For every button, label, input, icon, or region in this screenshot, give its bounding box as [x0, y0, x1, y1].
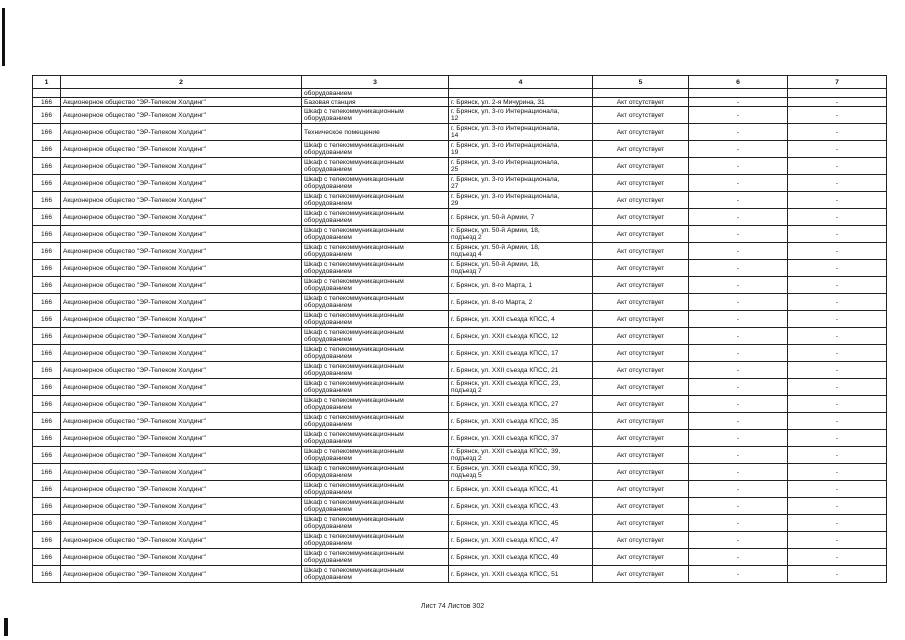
cell-address: г. Брянск, ул. 8-го Марта, 1 — [449, 277, 593, 294]
cell-col6: - — [689, 345, 788, 362]
table-row — [33, 124, 887, 141]
cell-organization: Акционерное общество "ЭР-Телеком Холдинг" — [61, 226, 302, 243]
cell-organization: Акционерное общество "ЭР-Телеком Холдинг" — [61, 311, 302, 328]
cell-number: 166 — [33, 98, 61, 107]
cell-col7: - — [788, 413, 887, 430]
cell-object: Шкаф с телекоммуникационным оборудованием — [302, 566, 449, 583]
cell-object: Шкаф с телекоммуникационным оборудованием — [302, 243, 449, 260]
cell-number: 166 — [33, 175, 61, 192]
cell-object: Шкаф с телекоммуникационным оборудованием — [302, 260, 449, 277]
table-row — [33, 311, 887, 328]
cell-number: 166 — [33, 226, 61, 243]
cell-object: Шкаф с телекоммуникационным оборудованием — [302, 481, 449, 498]
cell-col6: - — [689, 515, 788, 532]
table-row — [33, 226, 887, 243]
cell-organization: Акционерное общество "ЭР-Телеком Холдинг" — [61, 209, 302, 226]
table-row — [33, 430, 887, 447]
table-row — [33, 362, 887, 379]
cell-organization: Акционерное общество "ЭР-Телеком Холдинг" — [61, 294, 302, 311]
cell-object: Шкаф с телекоммуникационным оборудованием — [302, 141, 449, 158]
cell-col7: - — [788, 447, 887, 464]
header-cell-1: 1 — [33, 76, 61, 89]
cell-act: Акт отсутствует — [593, 192, 689, 209]
cell-col7: - — [788, 532, 887, 549]
cell-organization: Акционерное общество "ЭР-Телеком Холдинг" — [61, 447, 302, 464]
cell-object: Шкаф с телекоммуникационным оборудованием — [302, 345, 449, 362]
page-footer: Лист 74 Листов 302 — [420, 603, 485, 610]
cell-number: 166 — [33, 277, 61, 294]
cell-col6: - — [689, 243, 788, 260]
cell-act: Акт отсутствует — [593, 226, 689, 243]
cell-organization: Акционерное общество "ЭР-Телеком Холдинг" — [61, 481, 302, 498]
table-row — [33, 260, 887, 277]
cell-number: 166 — [33, 430, 61, 447]
cell-col6: - — [689, 260, 788, 277]
cell-col7: - — [788, 107, 887, 124]
cell-organization: Акционерное общество "ЭР-Телеком Холдинг" — [61, 396, 302, 413]
table-row — [33, 243, 887, 260]
cell-object: Базовая станция — [302, 98, 449, 107]
cell-object: Шкаф с телекоммуникационным оборудованием — [302, 175, 449, 192]
cell-act: Акт отсутствует — [593, 447, 689, 464]
table-row — [33, 566, 887, 583]
cell-act: Акт отсутствует — [593, 549, 689, 566]
cell-col6: - — [689, 532, 788, 549]
cell-organization: Акционерное общество "ЭР-Телеком Холдинг" — [61, 243, 302, 260]
cell-col7: - — [788, 481, 887, 498]
cell-col7: - — [788, 294, 887, 311]
cell-col6: - — [689, 430, 788, 447]
cell-organization: Акционерное общество "ЭР-Телеком Холдинг" — [61, 260, 302, 277]
cell-organization: Акционерное общество "ЭР-Телеком Холдинг" — [61, 141, 302, 158]
cell-act: Акт отсутствует — [593, 175, 689, 192]
cell-col7: - — [788, 379, 887, 396]
cell-number: 166 — [33, 566, 61, 583]
cell-address: г. Брянск, ул. XXII съезда КПСС, 47 — [449, 532, 593, 549]
cell-act: Акт отсутствует — [593, 362, 689, 379]
cell-number: 166 — [33, 362, 61, 379]
cell-organization: Акционерное общество "ЭР-Телеком Холдинг" — [61, 277, 302, 294]
cell-object: Шкаф с телекоммуникационным оборудованием — [302, 379, 449, 396]
cell-col6: - — [689, 549, 788, 566]
cell-act: Акт отсутствует — [593, 311, 689, 328]
cell-number: 166 — [33, 447, 61, 464]
cell-number: 166 — [33, 515, 61, 532]
cell-col6: - — [689, 192, 788, 209]
cell-address: г. Брянск, ул. XXII съезда КПСС, 41 — [449, 481, 593, 498]
cell-address: г. Брянск, ул. 3-го Интернационала, 25 — [449, 158, 593, 175]
cell-address: г. Брянск, ул. 8-го Марта, 2 — [449, 294, 593, 311]
cell-organization: Акционерное общество "ЭР-Телеком Холдинг" — [61, 158, 302, 175]
cell-col7: - — [788, 277, 887, 294]
cell-number: 166 — [33, 549, 61, 566]
continued-row — [33, 89, 887, 98]
cell-col7: - — [788, 192, 887, 209]
cell-act: Акт отсутствует — [593, 294, 689, 311]
table-body — [33, 89, 887, 583]
cell-object: Шкаф с телекоммуникационным оборудованием — [302, 209, 449, 226]
header-cell-3: 3 — [302, 76, 449, 89]
cell-act: Акт отсутствует — [593, 566, 689, 583]
table-row — [33, 158, 887, 175]
cell-organization: Акционерное общество "ЭР-Телеком Холдинг" — [61, 464, 302, 481]
cell-organization: Акционерное общество "ЭР-Телеком Холдинг" — [61, 175, 302, 192]
cell-empty — [689, 89, 788, 98]
cell-empty — [61, 89, 302, 98]
cell-act: Акт отсутствует — [593, 379, 689, 396]
cell-organization: Акционерное общество "ЭР-Телеком Холдинг" — [61, 345, 302, 362]
cell-number: 166 — [33, 345, 61, 362]
cell-number: 166 — [33, 192, 61, 209]
cell-object: Шкаф с телекоммуникационным оборудованием — [302, 362, 449, 379]
cell-act: Акт отсутствует — [593, 413, 689, 430]
cell-empty — [593, 89, 689, 98]
cell-col6: - — [689, 328, 788, 345]
cell-col6: - — [689, 362, 788, 379]
header-cell-6: 6 — [689, 76, 788, 89]
header-cell-5: 5 — [593, 76, 689, 89]
cell-object: Шкаф с телекоммуникационным оборудованием — [302, 498, 449, 515]
scan-edge-mark — [2, 8, 5, 66]
cell-col6: - — [689, 175, 788, 192]
cell-act: Акт отсутствует — [593, 141, 689, 158]
cell-object: Техническое помещение — [302, 124, 449, 141]
cell-col7: - — [788, 260, 887, 277]
cell-organization: Акционерное общество "ЭР-Телеком Холдинг" — [61, 515, 302, 532]
cell-organization: Акционерное общество "ЭР-Телеком Холдинг" — [61, 413, 302, 430]
cell-col6: - — [689, 311, 788, 328]
cell-col7: - — [788, 566, 887, 583]
cell-col7: - — [788, 175, 887, 192]
cell-object: Шкаф с телекоммуникационным оборудованием — [302, 430, 449, 447]
cell-object: Шкаф с телекоммуникационным оборудованием — [302, 158, 449, 175]
cell-organization: Акционерное общество "ЭР-Телеком Холдинг" — [61, 498, 302, 515]
cell-object: Шкаф с телекоммуникационным оборудованием — [302, 515, 449, 532]
cell-col6: - — [689, 447, 788, 464]
cell-object: Шкаф с телекоммуникационным оборудованием — [302, 192, 449, 209]
cell-col6: - — [689, 158, 788, 175]
table-row — [33, 447, 887, 464]
cell-object: Шкаф с телекоммуникационным оборудованием — [302, 226, 449, 243]
cell-col6: - — [689, 481, 788, 498]
cell-number: 166 — [33, 209, 61, 226]
cell-act: Акт отсутствует — [593, 98, 689, 107]
cell-act: Акт отсутствует — [593, 107, 689, 124]
cell-col6: - — [689, 209, 788, 226]
cell-act: Акт отсутствует — [593, 209, 689, 226]
cell-col6: - — [689, 566, 788, 583]
cell-address: г. Брянск, ул. XXII съезда КПСС, 45 — [449, 515, 593, 532]
cell-act: Акт отсутствует — [593, 464, 689, 481]
cell-act: Акт отсутствует — [593, 158, 689, 175]
cell-number: 166 — [33, 379, 61, 396]
cell-act: Акт отсутствует — [593, 345, 689, 362]
cell-col7: - — [788, 396, 887, 413]
table-row — [33, 107, 887, 124]
table-row — [33, 209, 887, 226]
cell-col7: - — [788, 430, 887, 447]
cell-address: г. Брянск, ул. 2-я Мичурина, 31 — [449, 98, 593, 107]
cell-address: г. Брянск, ул. XXII съезда КПСС, 39, подъезд 2 — [449, 447, 593, 464]
table-row — [33, 175, 887, 192]
cell-number: 166 — [33, 311, 61, 328]
document-table-wrapper — [32, 75, 886, 583]
cell-col6: - — [689, 396, 788, 413]
cell-col7: - — [788, 98, 887, 107]
cell-address: г. Брянск, ул. 50-й Армии, 18, подъезд 4 — [449, 243, 593, 260]
cell-act: Акт отсутствует — [593, 260, 689, 277]
cell-object: Шкаф с телекоммуникационным оборудованием — [302, 328, 449, 345]
table-row — [33, 98, 887, 107]
header-cell-7: 7 — [788, 76, 887, 89]
cell-address: г. Брянск, ул. XXII съезда КПСС, 4 — [449, 311, 593, 328]
table-row — [33, 328, 887, 345]
cell-act: Акт отсутствует — [593, 328, 689, 345]
table-row — [33, 464, 887, 481]
cell-organization: Акционерное общество "ЭР-Телеком Холдинг" — [61, 192, 302, 209]
table-row — [33, 413, 887, 430]
cell-col6: - — [689, 413, 788, 430]
cell-col7: - — [788, 141, 887, 158]
cell-address: г. Брянск, ул. XXII съезда КПСС, 35 — [449, 413, 593, 430]
table-row — [33, 481, 887, 498]
table-row — [33, 549, 887, 566]
cell-number: 166 — [33, 294, 61, 311]
cell-address: г. Брянск, ул. 50-й Армии, 18, подъезд 7 — [449, 260, 593, 277]
cell-number: 166 — [33, 243, 61, 260]
cell-act: Акт отсутствует — [593, 396, 689, 413]
cell-object: Шкаф с телекоммуникационным оборудованием — [302, 532, 449, 549]
cell-col7: - — [788, 549, 887, 566]
cell-col6: - — [689, 226, 788, 243]
table-row — [33, 532, 887, 549]
cell-address: г. Брянск, ул. 3-го Интернационала, 19 — [449, 141, 593, 158]
cell-col7: - — [788, 345, 887, 362]
cell-col7: - — [788, 158, 887, 175]
cell-col7: - — [788, 124, 887, 141]
cell-organization: Акционерное общество "ЭР-Телеком Холдинг" — [61, 549, 302, 566]
cell-organization: Акционерное общество "ЭР-Телеком Холдинг" — [61, 362, 302, 379]
cell-act: Акт отсутствует — [593, 481, 689, 498]
cell-organization: Акционерное общество "ЭР-Телеком Холдинг" — [61, 98, 302, 107]
cell-number: 166 — [33, 158, 61, 175]
cell-address: г. Брянск, ул. XXII съезда КПСС, 49 — [449, 549, 593, 566]
table-row — [33, 379, 887, 396]
cell-act: Акт отсутствует — [593, 430, 689, 447]
table-header — [33, 76, 887, 89]
cell-object: Шкаф с телекоммуникационным оборудованием — [302, 277, 449, 294]
cell-act: Акт отсутствует — [593, 243, 689, 260]
register-table — [32, 75, 887, 583]
cell-col7: - — [788, 498, 887, 515]
cell-col6: - — [689, 98, 788, 107]
cell-organization: Акционерное общество "ЭР-Телеком Холдинг" — [61, 566, 302, 583]
cell-number: 166 — [33, 396, 61, 413]
cell-number: 166 — [33, 532, 61, 549]
table-row — [33, 141, 887, 158]
cell-address: г. Брянск, ул. 3-го Интернационала, 27 — [449, 175, 593, 192]
cell-number: 166 — [33, 413, 61, 430]
cell-number: 166 — [33, 141, 61, 158]
cell-number: 166 — [33, 124, 61, 141]
cell-col6: - — [689, 379, 788, 396]
cell-object: Шкаф с телекоммуникационным оборудованием — [302, 549, 449, 566]
table-row — [33, 345, 887, 362]
cell-act: Акт отсутствует — [593, 124, 689, 141]
cell-col7: - — [788, 226, 887, 243]
table-row — [33, 515, 887, 532]
cell-address: г. Брянск, ул. XXII съезда КПСС, 39, подъезд 5 — [449, 464, 593, 481]
cell-number: 166 — [33, 481, 61, 498]
table-row — [33, 396, 887, 413]
cell-object: оборудованием — [302, 89, 449, 98]
cell-object: Шкаф с телекоммуникационным оборудованием — [302, 447, 449, 464]
cell-address: г. Брянск, ул. XXII съезда КПСС, 23, подъезд 2 — [449, 379, 593, 396]
cell-object: Шкаф с телекоммуникационным оборудованием — [302, 396, 449, 413]
cell-address: г. Брянск, ул. XXII съезда КПСС, 51 — [449, 566, 593, 583]
cell-col6: - — [689, 141, 788, 158]
table-row — [33, 498, 887, 515]
header-cell-4: 4 — [449, 76, 593, 89]
cell-address: г. Брянск, ул. 50-й Армии, 18, подъезд 2 — [449, 226, 593, 243]
cell-col7: - — [788, 311, 887, 328]
cell-empty — [33, 89, 61, 98]
cell-col7: - — [788, 243, 887, 260]
cell-act: Акт отсутствует — [593, 515, 689, 532]
cell-col7: - — [788, 328, 887, 345]
cell-object: Шкаф с телекоммуникационным оборудованием — [302, 107, 449, 124]
table-row — [33, 277, 887, 294]
cell-address: г. Брянск, ул. XXII съезда КПСС, 27 — [449, 396, 593, 413]
header-row — [33, 76, 887, 89]
cell-col6: - — [689, 277, 788, 294]
cell-col7: - — [788, 362, 887, 379]
cell-col6: - — [689, 464, 788, 481]
cell-act: Акт отсутствует — [593, 498, 689, 515]
cell-address: г. Брянск, ул. XXII съезда КПСС, 12 — [449, 328, 593, 345]
cell-organization: Акционерное общество "ЭР-Телеком Холдинг" — [61, 430, 302, 447]
header-cell-2: 2 — [61, 76, 302, 89]
cell-organization: Акционерное общество "ЭР-Телеком Холдинг" — [61, 328, 302, 345]
cell-address: г. Брянск, ул. XXII съезда КПСС, 17 — [449, 345, 593, 362]
cell-address: г. Брянск, ул. 3-го Интернационала, 29 — [449, 192, 593, 209]
cell-number: 166 — [33, 498, 61, 515]
cell-number: 166 — [33, 107, 61, 124]
cell-address: г. Брянск, ул. XXII съезда КПСС, 37 — [449, 430, 593, 447]
cell-address: г. Брянск, ул. 50-й Армии, 7 — [449, 209, 593, 226]
cell-number: 166 — [33, 260, 61, 277]
cell-organization: Акционерное общество "ЭР-Телеком Холдинг" — [61, 124, 302, 141]
cell-col6: - — [689, 498, 788, 515]
cell-col6: - — [689, 294, 788, 311]
cell-organization: Акционерное общество "ЭР-Телеком Холдинг" — [61, 107, 302, 124]
cell-empty — [449, 89, 593, 98]
scan-edge-mark — [4, 618, 8, 636]
table-row — [33, 294, 887, 311]
cell-act: Акт отсутствует — [593, 277, 689, 294]
cell-object: Шкаф с телекоммуникационным оборудованием — [302, 311, 449, 328]
cell-address: г. Брянск, ул. 3-го Интернационала, 14 — [449, 124, 593, 141]
cell-organization: Акционерное общество "ЭР-Телеком Холдинг" — [61, 379, 302, 396]
cell-col7: - — [788, 515, 887, 532]
cell-number: 166 — [33, 328, 61, 345]
table-row — [33, 192, 887, 209]
cell-number: 166 — [33, 464, 61, 481]
cell-address: г. Брянск, ул. XXII съезда КПСС, 43 — [449, 498, 593, 515]
cell-organization: Акционерное общество "ЭР-Телеком Холдинг" — [61, 532, 302, 549]
cell-col6: - — [689, 107, 788, 124]
cell-address: г. Брянск, ул. XXII съезда КПСС, 21 — [449, 362, 593, 379]
cell-col7: - — [788, 209, 887, 226]
cell-act: Акт отсутствует — [593, 532, 689, 549]
cell-object: Шкаф с телекоммуникационным оборудованием — [302, 294, 449, 311]
cell-object: Шкаф с телекоммуникационным оборудованием — [302, 413, 449, 430]
cell-address: г. Брянск, ул. 3-го Интернационала, 12 — [449, 107, 593, 124]
cell-object: Шкаф с телекоммуникационным оборудованием — [302, 464, 449, 481]
cell-empty — [788, 89, 887, 98]
cell-col6: - — [689, 124, 788, 141]
cell-col7: - — [788, 464, 887, 481]
